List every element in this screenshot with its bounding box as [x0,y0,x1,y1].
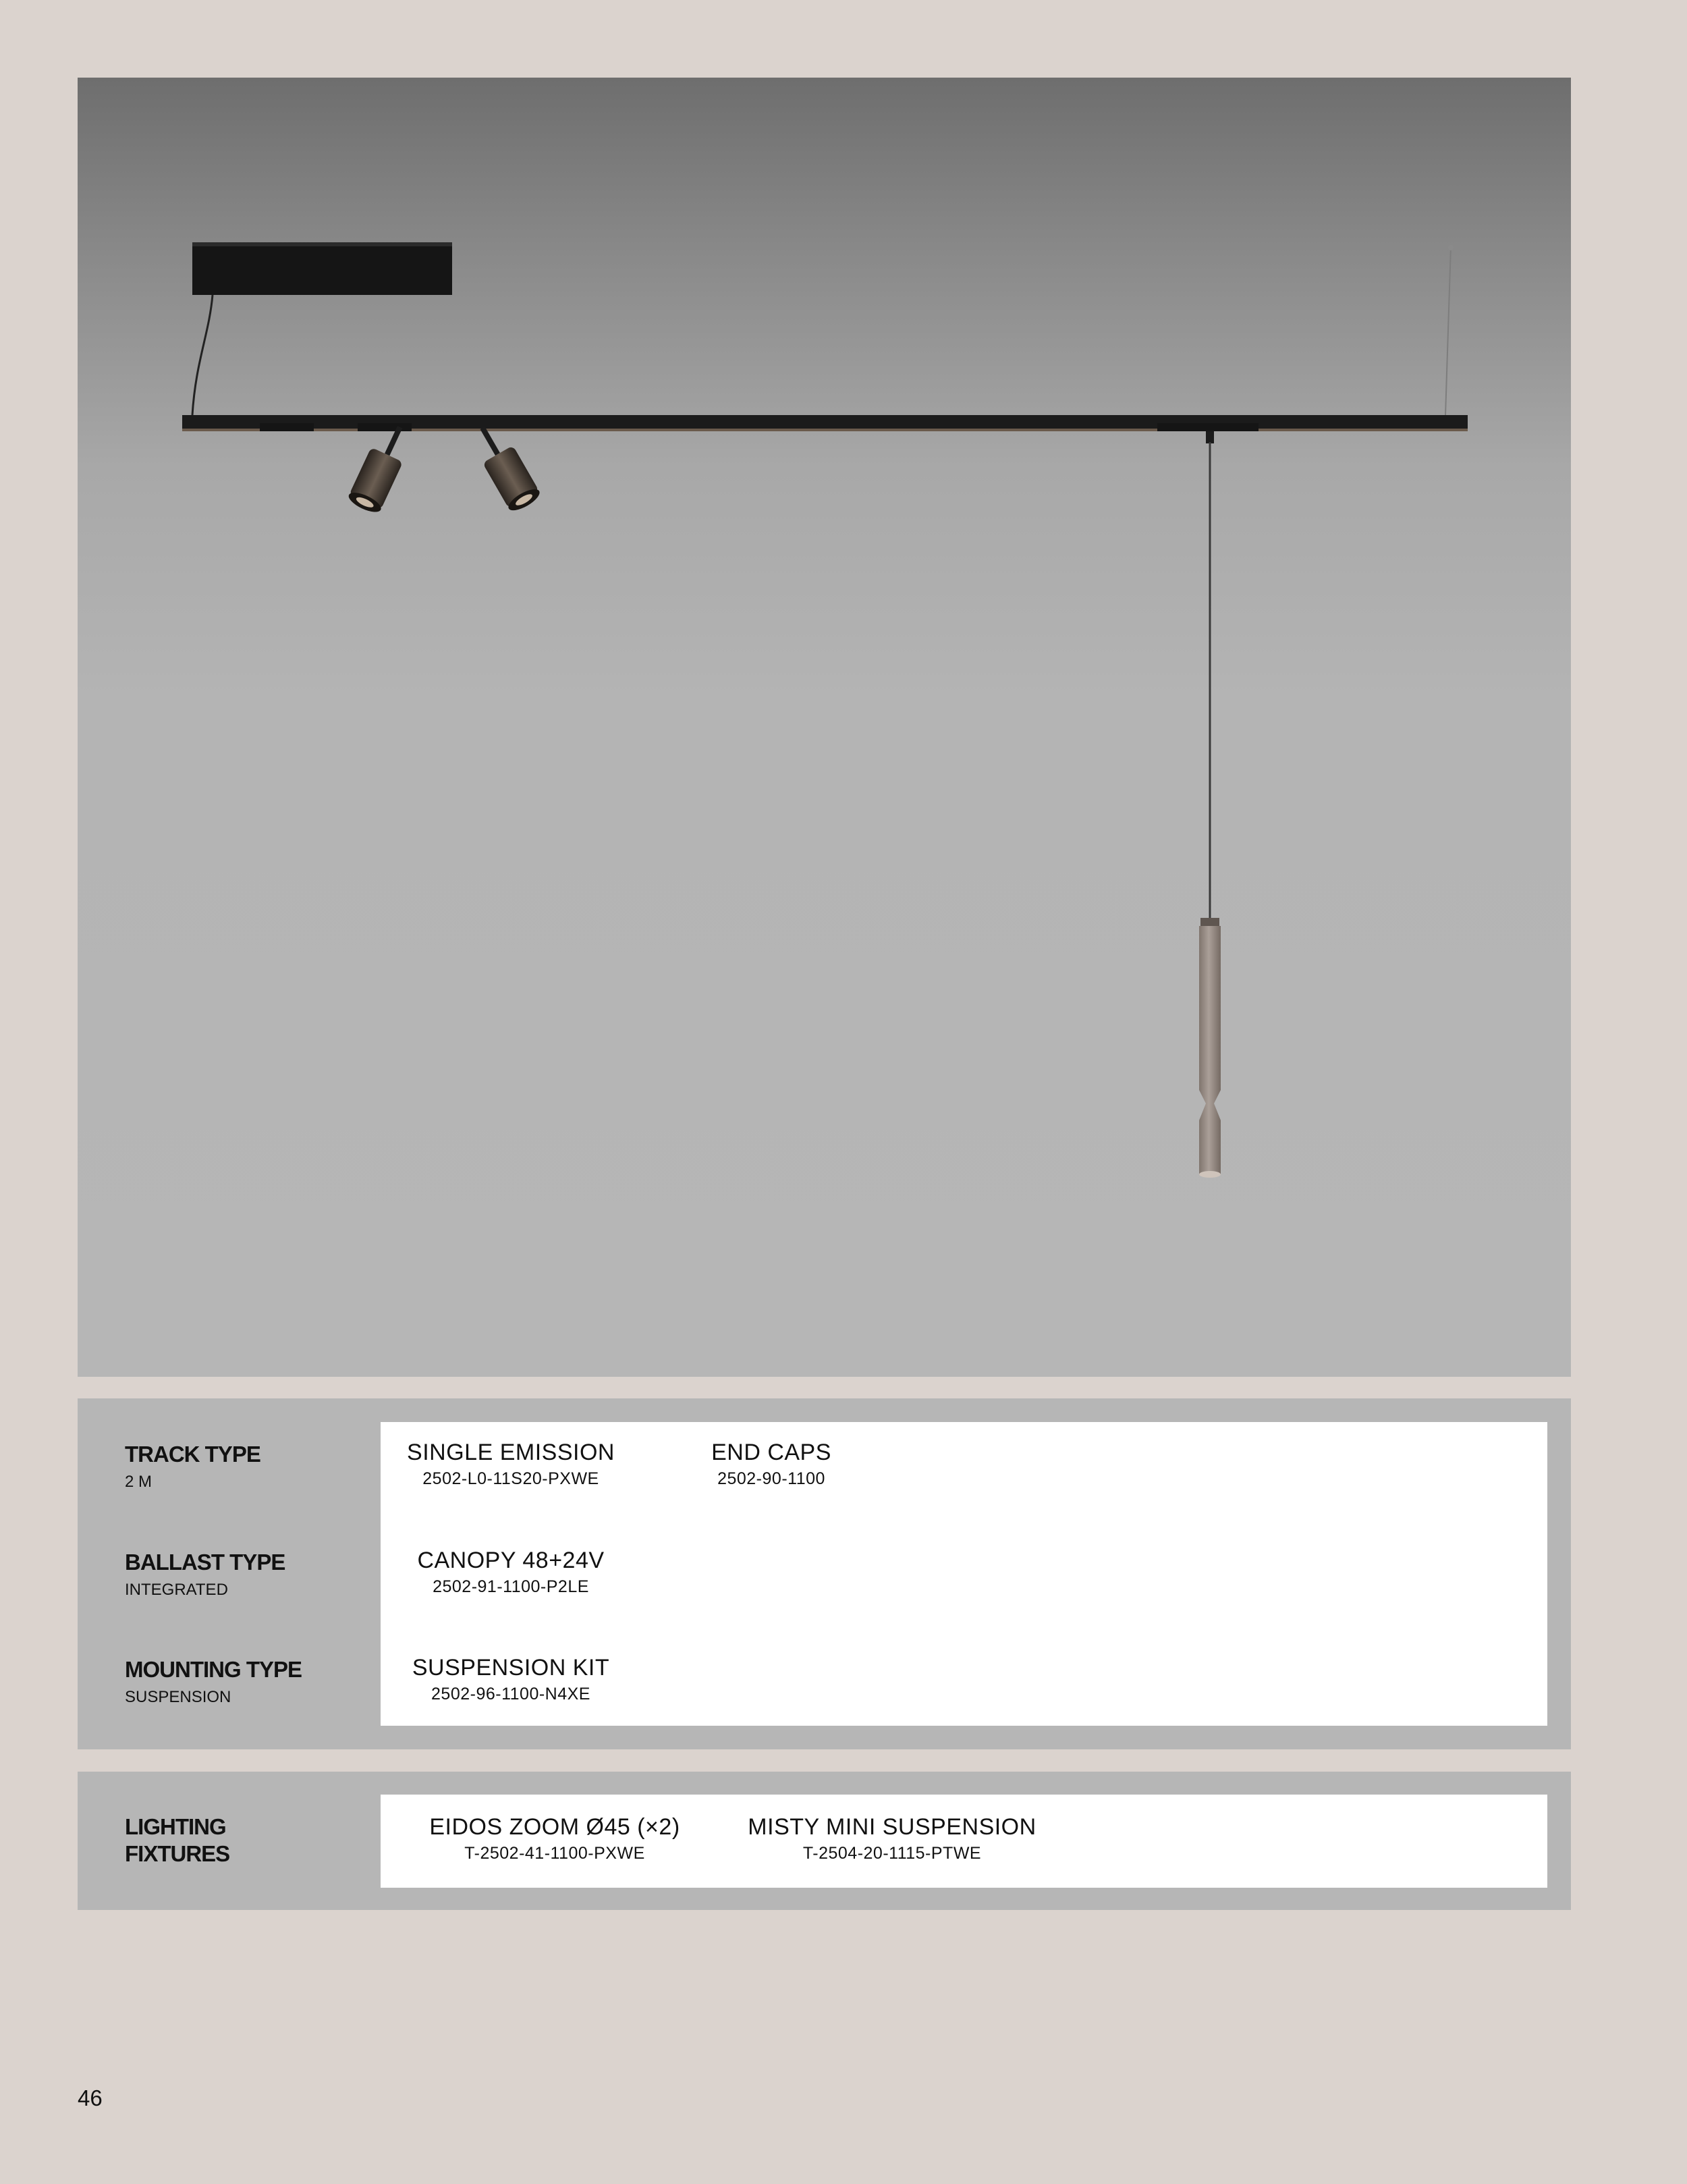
canopy [192,242,452,415]
item-code: T-2504-20-1115-PTWE [802,1844,982,1863]
mounting-type-heading: MOUNTING TYPE [125,1657,302,1682]
item-name: SINGLE EMISSION [407,1440,615,1465]
item-name: SUSPENSION KIT [412,1655,610,1681]
canopy-item [417,1547,604,1597]
track-type-heading: TRACK TYPE [125,1442,260,1467]
end-caps-item [711,1439,831,1489]
spotlight-2 [467,419,543,514]
product-photo [78,78,1571,1377]
lighting-fixtures-label [125,1813,229,1867]
suspension-kit-item [412,1654,609,1704]
ballast-type-label [125,1549,285,1600]
lighting-fixtures-heading-2: FIXTURES [125,1841,230,1866]
suspension-wire [1445,246,1451,415]
eidos-zoom-item [429,1813,680,1863]
lighting-fixtures-panel [78,1772,1571,1910]
item-name: CANOPY 48+24V [417,1548,605,1573]
track-spec-panel [78,1398,1571,1749]
item-code: 2502-L0-11S20-PXWE [422,1469,599,1488]
lighting-fixtures-heading-1: LIGHTING [125,1814,226,1839]
mounting-type-value: SUSPENSION [125,1688,231,1706]
misty-mini-item [748,1813,1036,1863]
item-code: 2502-90-1100 [717,1469,825,1488]
item-code: T-2502-41-1100-PXWE [464,1844,645,1863]
item-name: EIDOS ZOOM Ø45 (×2) [429,1814,680,1840]
track-type-label [125,1441,260,1492]
track-lighting-illustration [78,78,1571,1377]
item-code: 2502-96-1100-N4XE [431,1685,590,1703]
single-emission-item [407,1439,615,1489]
ballast-type-heading: BALLAST TYPE [125,1550,285,1575]
pendant-light [1199,918,1221,1178]
spotlight-1 [346,420,416,516]
item-name: MISTY MINI SUSPENSION [748,1814,1036,1840]
mounting-type-label [125,1656,302,1708]
ballast-type-value: INTEGRATED [125,1581,228,1599]
item-name: END CAPS [711,1440,831,1465]
page-number: 46 [78,2085,103,2110]
track-type-value: 2 M [125,1473,153,1491]
item-code: 2502-91-1100-P2LE [433,1577,589,1596]
